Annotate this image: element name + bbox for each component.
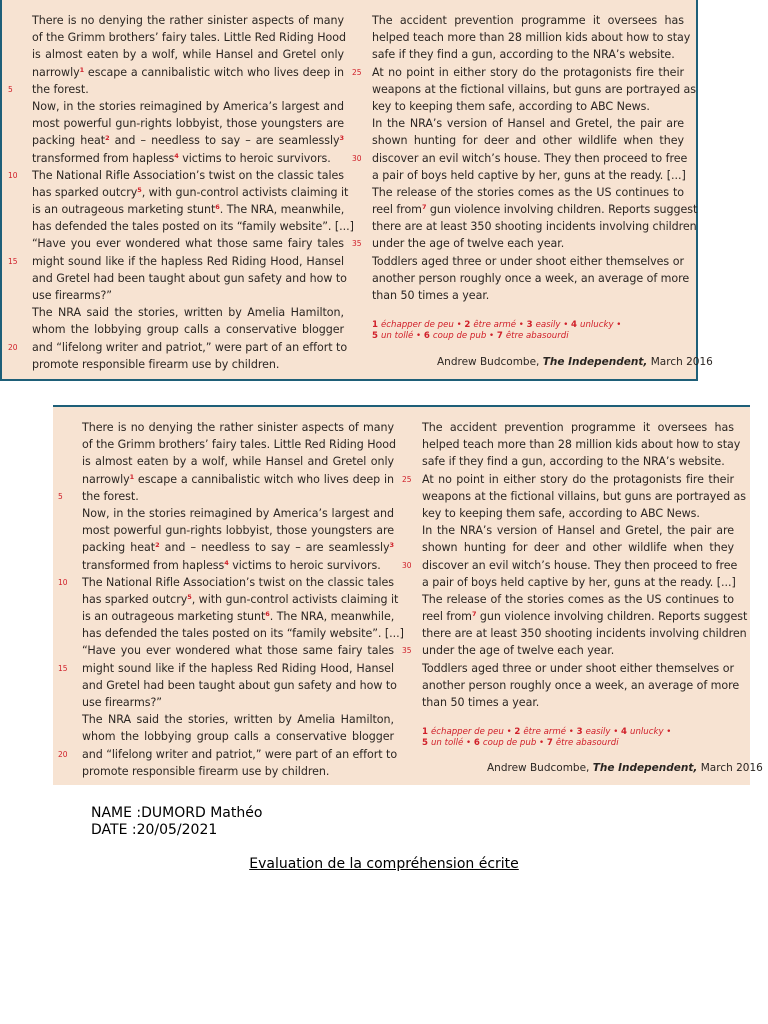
glossary-term: être armé bbox=[523, 727, 567, 737]
article-text: there are at least 350 shooting incidents involving children bbox=[422, 627, 747, 641]
glossary-term: coup de pub bbox=[432, 331, 487, 341]
glossary-separator: • bbox=[560, 320, 572, 330]
article-line bbox=[82, 711, 394, 728]
article-text: has sparked outcry bbox=[82, 592, 188, 606]
article-line bbox=[422, 574, 734, 591]
article-text: escape a cannibalistic witch who lives deep in bbox=[84, 65, 344, 79]
glossary-term: easily bbox=[535, 320, 561, 330]
glossary-number: 7 bbox=[496, 331, 506, 341]
article-text: is an outrageous marketing stunt bbox=[32, 203, 216, 217]
footnote-marker: 2 bbox=[155, 541, 160, 550]
article-line bbox=[372, 115, 684, 132]
article-line bbox=[82, 557, 394, 574]
article-line bbox=[422, 539, 734, 556]
article-text: packing heat bbox=[32, 134, 106, 148]
article-text: promote responsible firearm use by children. bbox=[82, 764, 330, 778]
article-text: , with gun-control activists claiming it bbox=[141, 185, 349, 199]
glossary-number: 5 bbox=[422, 738, 431, 748]
article-line bbox=[32, 270, 347, 287]
article-text: most powerful gun-rights lobbyist, those youngsters are bbox=[82, 524, 394, 538]
line-number: 20 bbox=[58, 749, 68, 759]
article-line bbox=[372, 201, 698, 218]
article-text: “Have you ever wondered what those same fairy tales bbox=[82, 644, 394, 658]
article-line bbox=[32, 150, 344, 167]
article-line bbox=[58, 488, 394, 505]
article-line bbox=[32, 115, 344, 132]
article-text: most powerful gun-rights lobbyist, those youngsters are bbox=[32, 117, 344, 131]
article-text: Toddlers aged three or under shoot either themselves or bbox=[372, 254, 684, 268]
article-line bbox=[372, 218, 697, 235]
article-text: gun violence involving children. Reports suggest bbox=[476, 610, 748, 624]
article-line bbox=[422, 625, 747, 642]
article-text: and – needless to say – are seamlessly bbox=[109, 134, 340, 148]
article-line bbox=[82, 677, 397, 694]
credit-publication: The Independent, bbox=[592, 762, 698, 774]
article-text: , with gun-control activists claiming it bbox=[191, 592, 399, 606]
article-line bbox=[352, 64, 684, 81]
article-text: shown hunting for deer and other wildlife when they bbox=[422, 541, 734, 555]
glossary-term: un tollé bbox=[380, 331, 414, 341]
article-line bbox=[82, 522, 394, 539]
glossary-notes bbox=[372, 320, 621, 342]
article-text: discover an evil witch’s house. They then proceed to free bbox=[422, 558, 738, 572]
article-line bbox=[32, 287, 344, 304]
footnote-marker: 3 bbox=[339, 134, 344, 143]
student-info bbox=[91, 805, 262, 839]
article-text: At no point in either story do the protagonists fire their bbox=[422, 472, 734, 486]
article-line bbox=[8, 167, 344, 184]
line-number: 5 bbox=[8, 84, 13, 94]
article-text: promote responsible firearm use by children. bbox=[32, 357, 280, 371]
article-text: . The NRA, meanwhile, bbox=[269, 610, 395, 624]
article-text: and Gretel had been taught about gun safety and how to bbox=[32, 271, 347, 285]
glossary-number: 4 bbox=[571, 320, 581, 330]
article-line bbox=[372, 184, 684, 201]
line-number: 35 bbox=[352, 239, 362, 249]
article-text: is almost eaten by a wolf, while Hansel and Gretel only bbox=[32, 48, 344, 62]
article-text: At no point in either story do the protagonists fire their bbox=[372, 65, 684, 79]
article-text: helped teach more than 28 million kids about how to stay bbox=[422, 438, 741, 452]
glossary-number: 3 bbox=[526, 320, 536, 330]
article-text: and “lifelong writer and patriot,” were part of an effort to bbox=[82, 747, 398, 761]
article-line bbox=[372, 12, 684, 29]
article-line bbox=[8, 81, 344, 98]
article-left-column bbox=[8, 12, 354, 373]
glossary-separator: • bbox=[463, 738, 474, 748]
footnote-marker: 5 bbox=[137, 185, 142, 194]
article-line bbox=[82, 694, 394, 711]
article-right-column bbox=[352, 12, 698, 304]
footnote-marker: 5 bbox=[187, 592, 192, 601]
article-line bbox=[422, 436, 741, 453]
article-line bbox=[32, 132, 344, 149]
glossary-separator: • bbox=[566, 727, 577, 737]
line-number: 30 bbox=[402, 560, 412, 570]
article-line bbox=[8, 253, 344, 270]
article-line bbox=[372, 253, 684, 270]
article-text: has defended the tales posted on its “family website”. [...] bbox=[82, 627, 404, 641]
article-line bbox=[402, 642, 734, 659]
credit-publication: The Independent, bbox=[542, 356, 648, 368]
article-line bbox=[32, 64, 344, 81]
glossary-number: 4 bbox=[621, 727, 631, 737]
line-number: 25 bbox=[402, 474, 412, 484]
article-credit bbox=[487, 762, 763, 774]
article-text: Now, in the stories reimagined by America’s largest and bbox=[82, 506, 394, 520]
evaluation-title: Evaluation de la compréhension écrite bbox=[249, 856, 519, 872]
glossary-number: 3 bbox=[576, 727, 586, 737]
glossary-term: coup de pub bbox=[482, 738, 537, 748]
article-line bbox=[32, 218, 354, 235]
glossary-separator: • bbox=[413, 331, 424, 341]
article-right-column bbox=[402, 419, 748, 711]
line-number: 5 bbox=[58, 491, 63, 501]
glossary-term: easily bbox=[585, 727, 611, 737]
article-line bbox=[422, 608, 748, 625]
glossary-line bbox=[372, 331, 621, 342]
article-line bbox=[58, 660, 394, 677]
article-text: weapons at the fictional villains, but guns are portrayed as bbox=[372, 82, 697, 96]
line-number: 10 bbox=[58, 577, 68, 587]
article-text: The accident prevention programme it oversees has bbox=[422, 421, 734, 434]
glossary-term: être armé bbox=[473, 320, 517, 330]
glossary-separator: • bbox=[536, 738, 547, 748]
article-card-bottom bbox=[53, 405, 763, 785]
article-text: The accident prevention programme it oversees has bbox=[372, 14, 684, 27]
article-text: under the age of twelve each year. bbox=[372, 237, 565, 251]
article-line bbox=[422, 677, 740, 694]
glossary-number: 2 bbox=[464, 320, 474, 330]
footnote-marker: 2 bbox=[105, 134, 110, 143]
article-text: transformed from hapless bbox=[82, 558, 225, 572]
article-line bbox=[422, 660, 734, 677]
article-text: packing heat bbox=[82, 541, 156, 555]
article-line bbox=[82, 642, 394, 659]
article-line bbox=[422, 522, 734, 539]
article-text: shown hunting for deer and other wildlife when they bbox=[372, 134, 684, 148]
article-line bbox=[372, 46, 684, 63]
article-text: In the NRA’s version of Hansel and Gretel, the pair are bbox=[422, 524, 734, 538]
article-text: weapons at the fictional villains, but guns are portrayed as bbox=[422, 489, 747, 503]
credit-date: March 2016 bbox=[650, 356, 713, 368]
glossary-number: 6 bbox=[423, 331, 433, 341]
glossary-separator: • bbox=[610, 727, 622, 737]
article-text: reel from bbox=[422, 610, 472, 624]
article-text: transformed from hapless bbox=[32, 151, 175, 165]
footnote-marker: 1 bbox=[129, 472, 135, 481]
glossary-separator: • bbox=[663, 727, 672, 737]
article-line bbox=[82, 505, 394, 522]
glossary-term: un tollé bbox=[430, 738, 464, 748]
article-text: The NRA said the stories, written by Amelia Hamilton, bbox=[32, 306, 344, 320]
article-line bbox=[32, 356, 344, 373]
article-text: There is no denying the rather sinister aspects of many bbox=[82, 421, 394, 434]
article-text: Now, in the stories reimagined by America’s largest and bbox=[32, 99, 344, 113]
glossary-separator: • bbox=[486, 331, 497, 341]
line-number: 20 bbox=[8, 342, 18, 352]
article-text: key to keeping them safe, according to ABC News. bbox=[422, 506, 700, 520]
article-line bbox=[58, 746, 398, 763]
footnote-marker: 3 bbox=[389, 541, 394, 550]
line-number: 15 bbox=[58, 663, 68, 673]
article-text: another person roughly once a week, an average of more bbox=[372, 271, 690, 285]
article-line bbox=[422, 453, 734, 470]
article-text: . The NRA, meanwhile, bbox=[219, 203, 345, 217]
article-line bbox=[82, 763, 394, 780]
footnote-marker: 6 bbox=[215, 203, 220, 212]
article-text: use firearms?” bbox=[82, 696, 162, 709]
article-text: narrowly bbox=[82, 472, 130, 486]
glossary-number: 7 bbox=[546, 738, 556, 748]
article-text: The release of the stories comes as the US continues to bbox=[372, 185, 684, 199]
article-line bbox=[82, 728, 394, 745]
article-line bbox=[32, 321, 344, 338]
article-text: under the age of twelve each year. bbox=[422, 644, 615, 658]
student-name: NAME :DUMORD Mathéo bbox=[91, 805, 263, 821]
article-text: reel from bbox=[372, 203, 422, 217]
article-text: In the NRA’s version of Hansel and Gretel, the pair are bbox=[372, 117, 684, 131]
article-text: safe if they find a gun, according to the NRA’s website. bbox=[372, 48, 675, 62]
article-line bbox=[82, 436, 394, 453]
footnote-marker: 7 bbox=[421, 203, 427, 212]
article-line bbox=[58, 574, 394, 591]
article-line bbox=[82, 419, 394, 436]
article-line bbox=[422, 505, 734, 522]
glossary-term: unlucky bbox=[630, 727, 664, 737]
article-text: The National Rifle Association’s twist on the classic tales bbox=[32, 168, 344, 182]
article-text: gun violence involving children. Reports suggest bbox=[426, 203, 698, 217]
article-credit bbox=[437, 356, 713, 368]
article-text: a pair of boys held captive by her, guns at the ready. [...] bbox=[422, 575, 736, 589]
article-line bbox=[32, 235, 344, 252]
line-number: 15 bbox=[8, 256, 18, 266]
glossary-number: 1 bbox=[422, 727, 431, 737]
article-text: The NRA said the stories, written by Amelia Hamilton, bbox=[82, 713, 394, 727]
article-text: whom the lobbying group calls a conservative blogger bbox=[82, 730, 394, 744]
article-line bbox=[32, 46, 344, 63]
article-line bbox=[82, 591, 399, 608]
footnote-marker: 4 bbox=[174, 151, 179, 160]
article-text: The release of the stories comes as the US continues to bbox=[422, 592, 734, 606]
footnote-marker: 6 bbox=[265, 610, 270, 619]
article-text: discover an evil witch’s house. They then proceed to free bbox=[372, 151, 688, 165]
article-line bbox=[372, 167, 684, 184]
article-text: the forest. bbox=[82, 489, 139, 503]
glossary-term: échapper de peu bbox=[380, 320, 454, 330]
article-line bbox=[422, 694, 734, 711]
glossary-separator: • bbox=[613, 320, 622, 330]
footnote-marker: 7 bbox=[471, 610, 477, 619]
glossary-number: 6 bbox=[473, 738, 483, 748]
article-text: Toddlers aged three or under shoot either themselves or bbox=[422, 661, 734, 675]
article-line bbox=[372, 287, 684, 304]
article-text: safe if they find a gun, according to the NRA’s website. bbox=[422, 455, 725, 469]
article-text: might sound like if the hapless Red Riding Hood, Hansel bbox=[32, 254, 344, 268]
article-text: and Gretel had been taught about gun safety and how to bbox=[82, 678, 397, 692]
glossary-line bbox=[372, 320, 621, 331]
article-text: there are at least 350 shooting incidents involving children bbox=[372, 220, 697, 234]
article-line bbox=[372, 270, 690, 287]
article-line bbox=[32, 201, 344, 218]
article-text: than 50 times a year. bbox=[422, 696, 540, 709]
glossary-term: échapper de peu bbox=[430, 727, 504, 737]
article-text: use firearms?” bbox=[32, 289, 112, 302]
article-text: victims to heroic survivors. bbox=[178, 151, 331, 165]
article-text: key to keeping them safe, according to ABC News. bbox=[372, 99, 650, 113]
article-text: whom the lobbying group calls a conservative blogger bbox=[32, 323, 344, 337]
article-line bbox=[372, 81, 697, 98]
student-date: DATE :20/05/2021 bbox=[91, 822, 218, 838]
article-line bbox=[402, 557, 738, 574]
credit-author: Andrew Budcombe, bbox=[487, 762, 590, 774]
article-line bbox=[8, 339, 348, 356]
article-line bbox=[32, 184, 349, 201]
article-text: the forest. bbox=[32, 82, 89, 96]
article-line bbox=[372, 98, 684, 115]
glossary-term: être abasourdi bbox=[555, 738, 619, 748]
article-text: narrowly bbox=[32, 65, 80, 79]
article-line bbox=[402, 471, 734, 488]
article-text: There is no denying the rather sinister aspects of many bbox=[32, 14, 344, 27]
glossary-notes bbox=[422, 727, 671, 749]
article-text: is an outrageous marketing stunt bbox=[82, 610, 266, 624]
line-number: 25 bbox=[352, 67, 362, 77]
article-text: victims to heroic survivors. bbox=[228, 558, 381, 572]
article-line bbox=[82, 625, 404, 642]
article-text: “Have you ever wondered what those same fairy tales bbox=[32, 237, 344, 251]
glossary-term: être abasourdi bbox=[505, 331, 569, 341]
article-line bbox=[82, 608, 394, 625]
glossary-separator: • bbox=[516, 320, 527, 330]
glossary-line bbox=[422, 738, 671, 749]
article-text: and “lifelong writer and patriot,” were part of an effort to bbox=[32, 340, 348, 354]
article-text: a pair of boys held captive by her, guns at the ready. [...] bbox=[372, 168, 686, 182]
article-line bbox=[422, 419, 734, 436]
article-text: is almost eaten by a wolf, while Hansel and Gretel only bbox=[82, 455, 394, 469]
article-line bbox=[422, 591, 734, 608]
article-line bbox=[352, 150, 688, 167]
article-text: The National Rifle Association’s twist on the classic tales bbox=[82, 575, 394, 589]
credit-author: Andrew Budcombe, bbox=[437, 356, 540, 368]
article-line bbox=[32, 98, 344, 115]
article-text: and – needless to say – are seamlessly bbox=[159, 541, 390, 555]
article-line bbox=[32, 304, 344, 321]
article-left-column bbox=[58, 419, 404, 780]
line-number: 30 bbox=[352, 153, 362, 163]
footnote-marker: 1 bbox=[79, 65, 85, 74]
glossary-separator: • bbox=[503, 727, 515, 737]
glossary-number: 1 bbox=[372, 320, 381, 330]
article-text: than 50 times a year. bbox=[372, 289, 490, 302]
credit-date: March 2016 bbox=[700, 762, 763, 774]
article-card-top bbox=[0, 0, 713, 381]
footnote-marker: 4 bbox=[224, 558, 229, 567]
article-text: escape a cannibalistic witch who lives deep in bbox=[134, 472, 394, 486]
article-line bbox=[82, 453, 394, 470]
article-text: has defended the tales posted on its “family website”. [...] bbox=[32, 220, 354, 234]
article-text: another person roughly once a week, an average of more bbox=[422, 678, 740, 692]
article-line bbox=[82, 471, 394, 488]
line-number: 35 bbox=[402, 646, 412, 656]
article-line bbox=[372, 29, 691, 46]
article-line bbox=[372, 132, 684, 149]
article-line bbox=[82, 539, 394, 556]
line-number: 10 bbox=[8, 170, 18, 180]
article-text: helped teach more than 28 million kids about how to stay bbox=[372, 31, 691, 45]
article-text: might sound like if the hapless Red Riding Hood, Hansel bbox=[82, 661, 394, 675]
article-line bbox=[32, 29, 344, 46]
glossary-line bbox=[422, 727, 671, 738]
glossary-number: 2 bbox=[514, 727, 524, 737]
article-text: has sparked outcry bbox=[32, 185, 138, 199]
glossary-term: unlucky bbox=[580, 320, 614, 330]
article-text: of the Grimm brothers’ fairy tales. Little Red Riding Hood bbox=[82, 438, 396, 452]
article-line bbox=[422, 488, 747, 505]
article-text: of the Grimm brothers’ fairy tales. Little Red Riding Hood bbox=[32, 31, 346, 45]
article-line bbox=[32, 12, 344, 29]
article-line bbox=[352, 235, 684, 252]
glossary-number: 5 bbox=[372, 331, 381, 341]
glossary-separator: • bbox=[453, 320, 465, 330]
